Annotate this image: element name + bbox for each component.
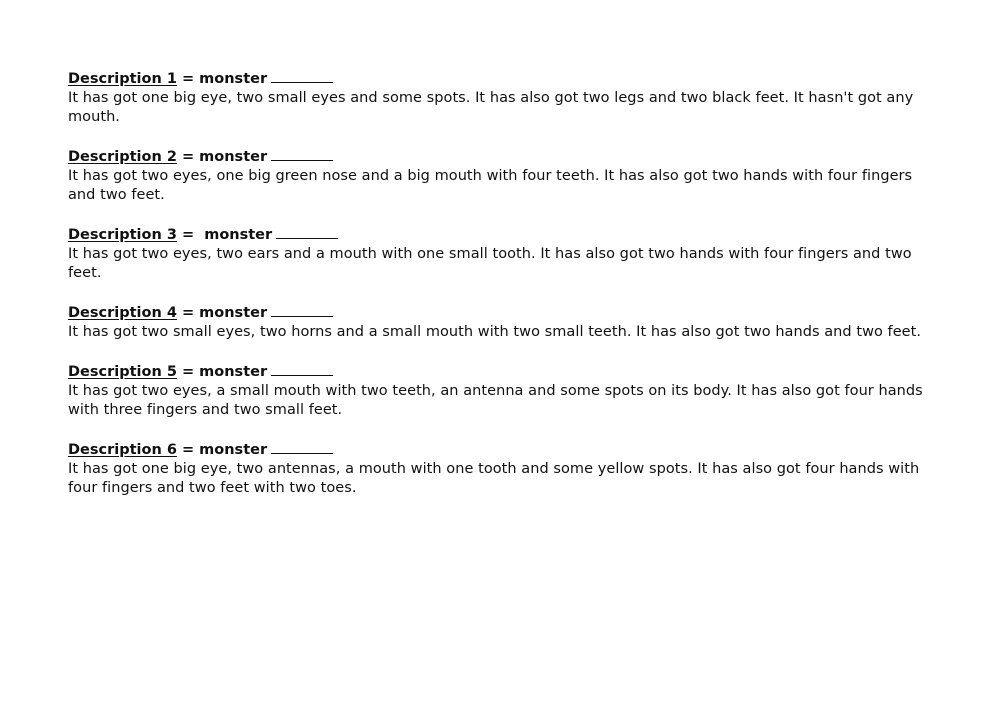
answer-blank[interactable]	[271, 146, 333, 161]
description-suffix: = monster	[176, 149, 268, 165]
description-text: It has got two small eyes, two horns and a small mouth with two small teeth. It has also got two hands and two feet.	[68, 324, 922, 340]
description-text: It has got one big eye, two small eyes and some spots. It has also got two legs and two black feet. It hasn't got any mouth.	[68, 90, 914, 125]
description-heading	[68, 146, 940, 167]
description-block-3	[68, 224, 940, 283]
answer-blank[interactable]	[271, 302, 333, 317]
description-suffix: = monster	[176, 305, 268, 321]
description-heading	[68, 224, 940, 245]
description-text: It has got two eyes, a small mouth with two teeth, an antenna and some spots on its body. It has also got four hands with three fingers and two small feet.	[68, 383, 923, 418]
description-suffix: = monster	[176, 442, 268, 458]
description-heading	[68, 302, 940, 323]
description-label: Description 6	[68, 442, 177, 458]
answer-blank[interactable]	[271, 68, 333, 83]
description-label: Description 5	[68, 364, 177, 380]
description-block-1	[68, 68, 940, 127]
description-label: Description 4	[68, 305, 177, 321]
description-block-6	[68, 439, 940, 498]
answer-blank[interactable]	[271, 361, 333, 376]
description-suffix: = monster	[176, 364, 268, 380]
description-block-4	[68, 302, 940, 342]
answer-blank[interactable]	[276, 224, 338, 239]
description-label: Description 3	[68, 227, 177, 243]
description-text: It has got two eyes, one big green nose and a big mouth with four teeth. It has also got two hands with four fingers and two feet.	[68, 168, 913, 203]
description-heading	[68, 361, 940, 382]
description-suffix: = monster	[176, 71, 268, 87]
worksheet	[68, 68, 940, 517]
description-block-2	[68, 146, 940, 205]
description-label: Description 2	[68, 149, 177, 165]
description-block-5	[68, 361, 940, 420]
description-text: It has got two eyes, two ears and a mouth with one small tooth. It has also got two hands with four fingers and two feet.	[68, 246, 912, 281]
answer-blank[interactable]	[271, 439, 333, 454]
description-heading	[68, 439, 940, 460]
description-heading	[68, 68, 940, 89]
description-suffix: = monster	[176, 227, 273, 243]
description-label: Description 1	[68, 71, 177, 87]
description-text: It has got one big eye, two antennas, a mouth with one tooth and some yellow spots. It has also got four hands with four fingers and two feet with two toes.	[68, 461, 920, 496]
